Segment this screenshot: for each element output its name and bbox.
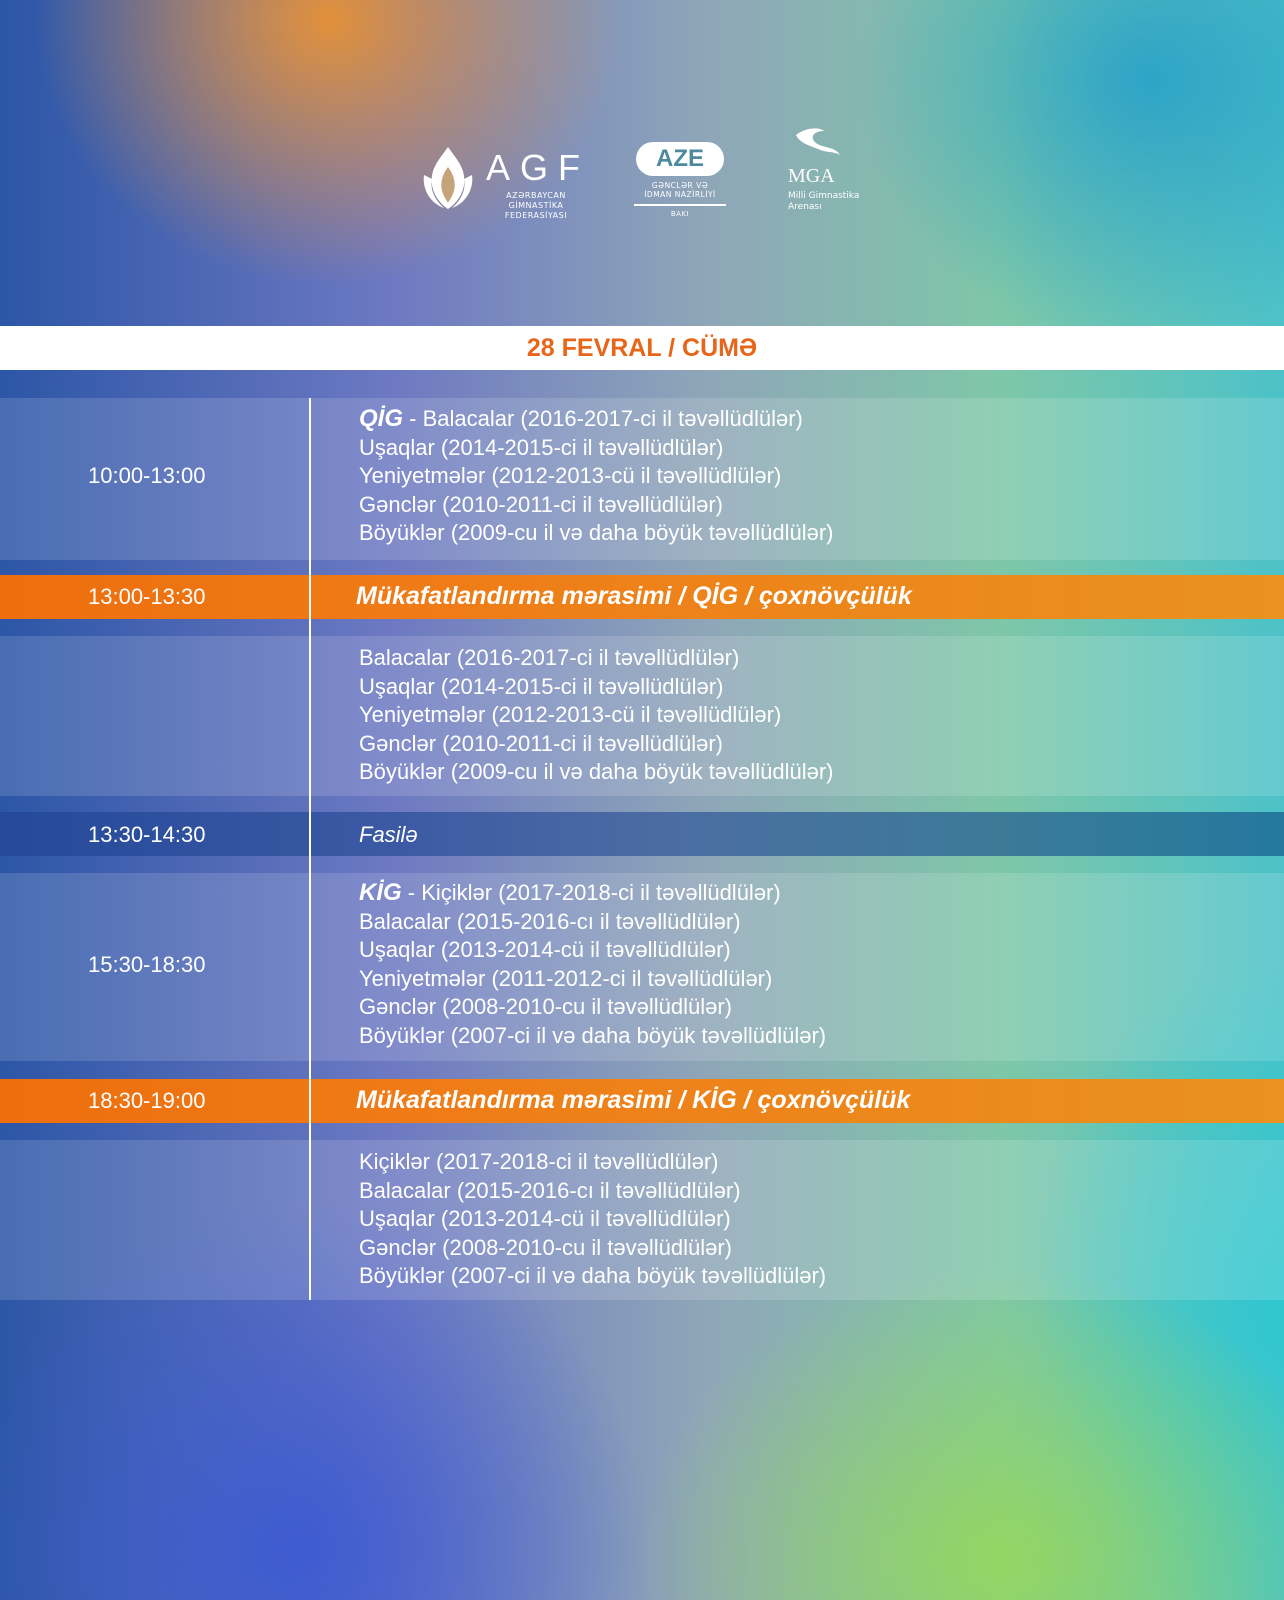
schedule-row-break: [0, 812, 1284, 856]
aze-divider: [634, 204, 726, 206]
flame-icon: [420, 145, 476, 211]
schedule-time: 15:30-18:30: [88, 952, 206, 977]
schedule-time: 13:00-13:30: [88, 584, 206, 609]
mga-letters: MGA: [788, 165, 835, 187]
schedule-line: Gənclər (2008-2010-cu il təvəllüdlülər): [359, 994, 732, 1020]
schedule-lines: [359, 644, 833, 787]
ceremony-title: Mükafatlandırma mərasimi / QİG / çoxnövçülük: [356, 582, 912, 610]
schedule-row-kig-ceremony-groups: [0, 1140, 1284, 1300]
schedule-line: Böyüklər (2007-ci il və daha böyük təvəllüdlülər): [359, 1022, 827, 1048]
schedule-row-qig-competition: [0, 398, 1284, 560]
aze-badge: AZE: [636, 142, 724, 176]
schedule-line: [359, 879, 826, 908]
schedule-line: Uşaqlar (2013-2014-cü il təvəllüdlülər): [359, 1206, 731, 1232]
aze-subtitle-line: GƏNCLƏR VƏ: [651, 181, 709, 190]
schedule-line: Yeniyetmələr (2012-2013-cü il təvəllüdlülər): [359, 702, 782, 728]
schedule-line-text: - Kiçiklər (2017-2018-ci il təvəllüdlülər): [401, 880, 781, 905]
aze-city: BAKI: [670, 210, 690, 218]
schedule-line: Uşaqlar (2014-2015-ci il təvəllüdlülər): [359, 434, 724, 460]
schedule-line: [359, 405, 833, 434]
schedule-line: Balacalar (2015-2016-cı il təvəllüdlülər): [359, 908, 741, 934]
schedule-line: Yeniyetmələr (2011-2012-ci il təvəllüdlülər): [359, 965, 773, 991]
schedule-row-kig-ceremony: [0, 1079, 1284, 1123]
discipline-label: QİG: [359, 405, 404, 432]
date-header-bar: [0, 326, 1284, 370]
agf-subtitle: [486, 191, 586, 221]
mga-subtitle-line: Milli Gimnastika: [788, 191, 860, 201]
mga-subtitle: [788, 191, 859, 213]
schedule-line: Balacalar (2015-2016-cı il təvəllüdlülər): [359, 1177, 741, 1203]
schedule-row-qig-ceremony-groups: [0, 636, 1284, 796]
mga-logo: [786, 125, 886, 225]
aze-subtitle-line: İDMAN NAZİRLİYİ: [644, 190, 716, 199]
schedule-line-text: - Balacalar (2016-2017-ci il təvəllüdlülər): [403, 406, 803, 431]
schedule-row-kig-competition: [0, 873, 1284, 1061]
schedule-line: Kiçiklər (2017-2018-ci il təvəllüdlülər): [359, 1149, 719, 1174]
schedule-line: Gənclər (2010-2011-ci il təvəllüdlülər): [359, 491, 723, 517]
schedule-line: Yeniyetmələr (2012-2013-cü il təvəllüdlülər): [359, 463, 782, 489]
schedule-line: Böyüklər (2009-cu il və daha böyük təvəllüdlülər): [359, 759, 834, 785]
agf-logo: [420, 145, 600, 220]
schedule-time: 10:00-13:00: [88, 463, 206, 488]
mga-subtitle-line: Arenası: [788, 202, 822, 212]
date-header: 28 FEVRAL / CÜMƏ: [526, 334, 758, 362]
time-column-divider: [309, 398, 311, 1300]
schedule-line: Böyüklər (2007-ci il və daha böyük təvəllüdlülər): [359, 1263, 827, 1289]
agf-subtitle-line: FEDERASİYASI: [504, 211, 568, 220]
schedule-time: 13:30-14:30: [88, 822, 206, 847]
schedule-line: Böyüklər (2009-cu il və daha böyük təvəllüdlülər): [359, 520, 834, 546]
agf-letters: AGF: [486, 147, 591, 188]
agf-subtitle-line: AZƏRBAYCAN GİMNASTİKA: [506, 191, 566, 210]
schedule-line: Gənclər (2010-2011-ci il təvəllüdlülər): [359, 730, 723, 756]
break-label: Fasilə: [359, 822, 418, 847]
ribbon-icon: [790, 125, 846, 165]
aze-subtitle: [634, 181, 726, 199]
schedule-lines: [359, 405, 833, 548]
schedule-row-qig-ceremony: [0, 575, 1284, 619]
schedule-time: 18:30-19:00: [88, 1088, 206, 1113]
discipline-label: KİG: [359, 879, 402, 906]
schedule-line: Uşaqlar (2013-2014-cü il təvəllüdlülər): [359, 937, 731, 963]
ceremony-title: Mükafatlandırma mərasimi / KİG / çoxnövçülük: [356, 1086, 911, 1114]
aze-logo: [634, 142, 726, 232]
schedule-line: Gənclər (2008-2010-cu il təvəllüdlülər): [359, 1234, 732, 1260]
schedule-lines: [359, 1148, 826, 1291]
schedule-line: Uşaqlar (2014-2015-ci il təvəllüdlülər): [359, 673, 724, 699]
logo-strip: [0, 125, 1284, 225]
schedule-lines: [359, 879, 826, 1051]
schedule-line: Balacalar (2016-2017-ci il təvəllüdlülər): [359, 645, 740, 670]
